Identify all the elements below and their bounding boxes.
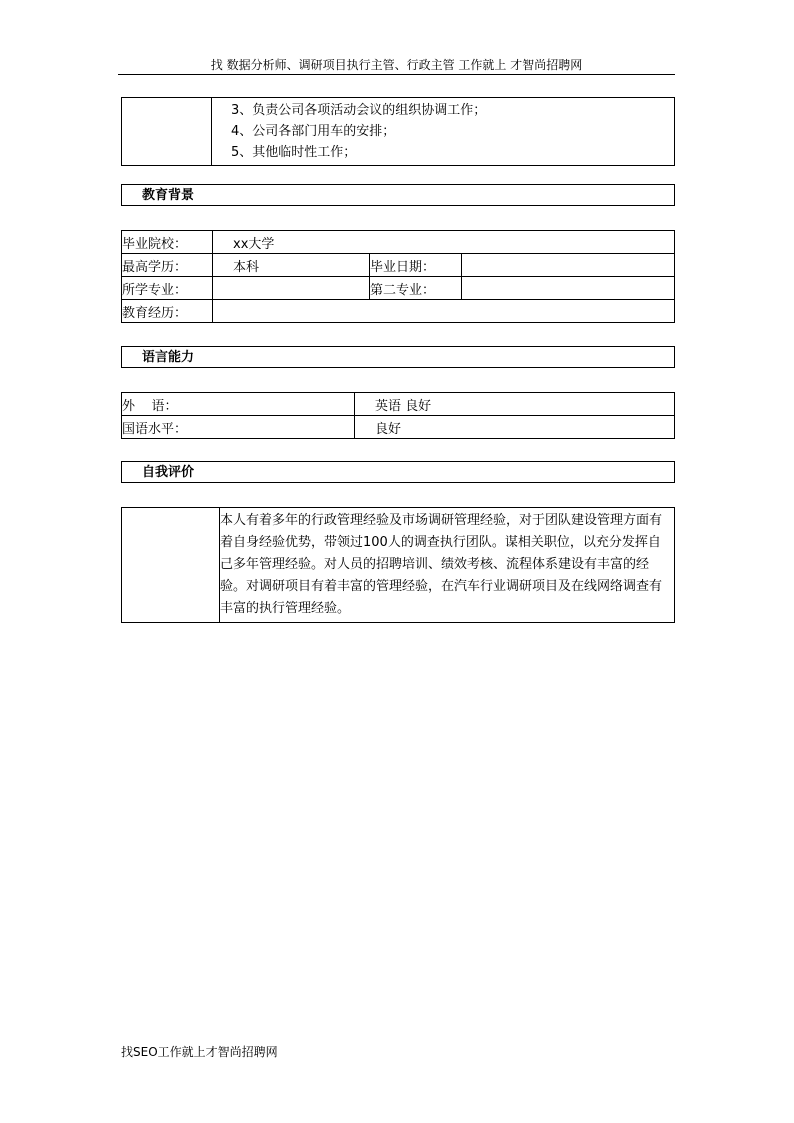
foreign-language-value: 英语 良好 — [355, 393, 675, 416]
self-eval-section-title: 自我评价 — [121, 461, 675, 483]
school-value: xx大学 — [213, 231, 675, 254]
grad-date-value — [462, 254, 675, 277]
education-history-label: 教育经历： — [122, 300, 213, 323]
language-section-title: 语言能力 — [121, 346, 675, 368]
degree-label: 最高学历： — [122, 254, 213, 277]
page-footer: 找SEO工作就上才智尚招聘网 — [121, 1045, 278, 1059]
major-value — [213, 277, 370, 300]
duty-line: 5、其他临时性工作； — [231, 145, 357, 160]
page-header: 找 数据分析师、调研项目执行主管、行政主管 工作就上 才智尚招聘网 — [210, 58, 583, 72]
duty-line: 3、负责公司各项活动会议的组织协调工作； — [231, 103, 487, 118]
school-label: 毕业院校： — [122, 231, 213, 254]
language-table — [121, 392, 675, 439]
self-eval-text: 本人有着多年的行政管理经验及市场调研管理经验，对于团队建设管理方面有着自身经验优势，带领过100人的调查执行团队。谋相关职位，以充分发挥自己多年管理经验。对人员的招聘培训、绩效考核、流程体系建设有丰富的经验。对调研项目有着丰富的管理经验，在汽车行业调研项目及在线网络调查有丰富的执行管理经验。 — [220, 508, 675, 623]
degree-value: 本科 — [213, 254, 370, 277]
education-table — [121, 230, 675, 323]
major-label: 所学专业： — [122, 277, 213, 300]
second-major-value — [462, 277, 675, 300]
mandarin-label: 国语水平： — [122, 416, 355, 439]
grad-date-label: 毕业日期： — [370, 254, 462, 277]
duties-cell — [212, 98, 675, 166]
mandarin-value: 良好 — [355, 416, 675, 439]
education-section-title: 教育背景 — [121, 184, 675, 206]
foreign-language-label: 外 语： — [122, 393, 355, 416]
duties-label-cell — [122, 98, 212, 166]
header-divider — [118, 74, 675, 75]
duty-line: 4、公司各部门用车的安排； — [231, 124, 396, 139]
second-major-label: 第二专业： — [370, 277, 462, 300]
self-eval-label-cell — [122, 508, 220, 623]
education-history-value — [213, 300, 675, 323]
duties-table — [121, 97, 675, 166]
self-eval-table — [121, 507, 675, 623]
